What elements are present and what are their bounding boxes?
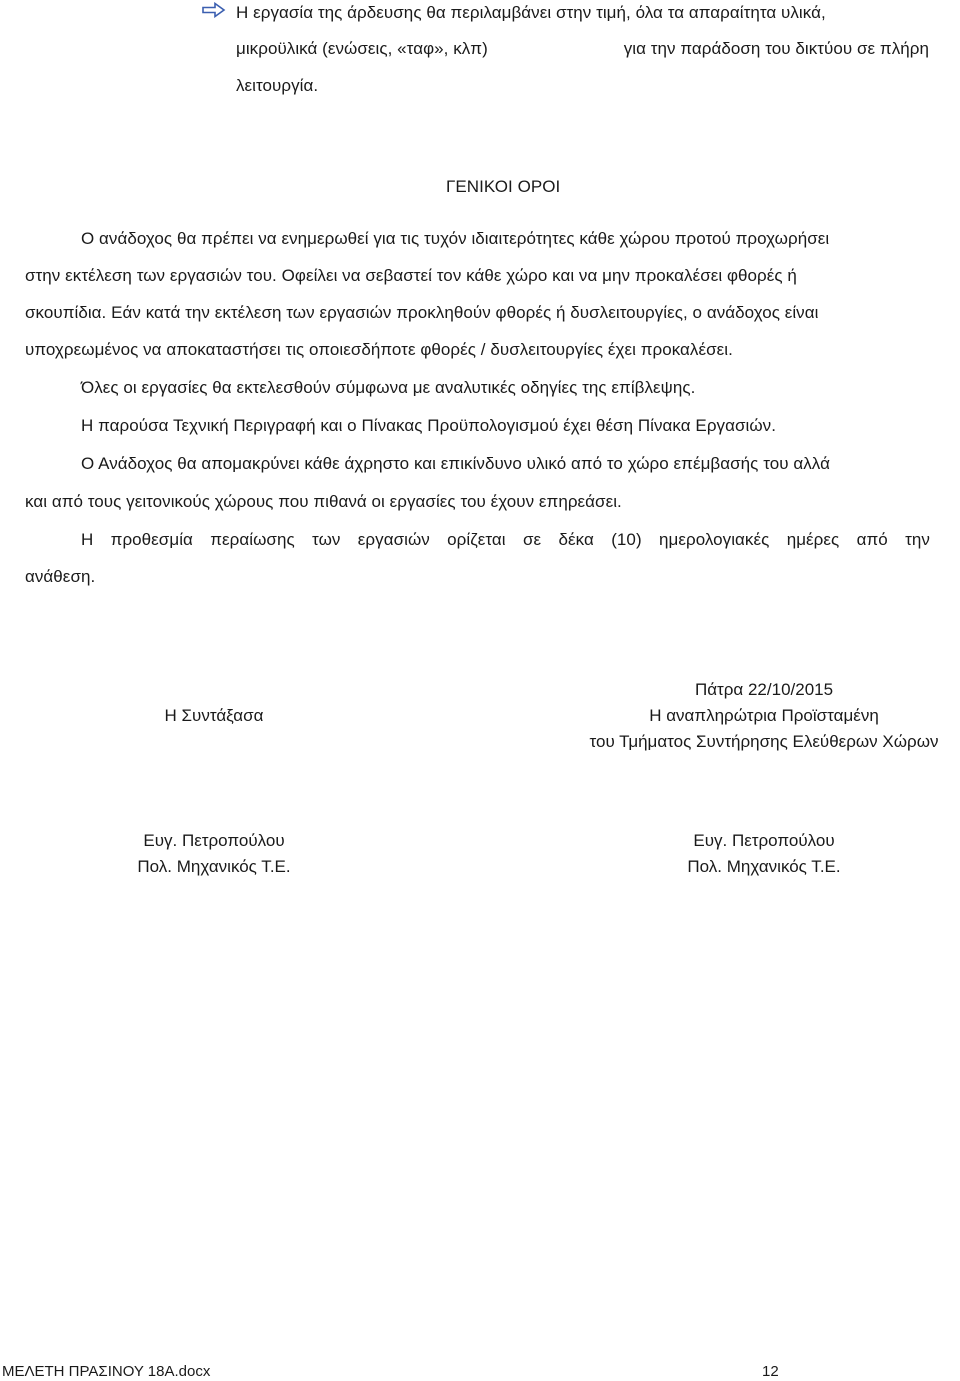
paragraph-5-line-2: ανάθεση.	[25, 567, 96, 586]
paragraph-1-line-3	[25, 303, 818, 323]
paragraph-5-word: περαίωσης	[210, 530, 295, 549]
paragraph-1-line-3-a: σκουπίδια.	[25, 303, 107, 322]
paragraph-5-word: σε	[522, 530, 542, 549]
right-signatory-role: Πολ. Μηχανικός Τ.Ε.	[687, 857, 841, 876]
left-signatory-role: Πολ. Μηχανικός Τ.Ε.	[137, 857, 291, 876]
paragraph-5-word: (10)	[611, 530, 642, 549]
right-signatory-title-2: του Τμήματος Συντήρησης Ελεύθερων Χώρων	[589, 732, 939, 751]
arrow-right-bullet-icon	[201, 2, 227, 18]
bullet-line-3: λειτουργία.	[236, 76, 319, 95]
right-signatory-title-1: Η αναπληρώτρια Προϊσταμένη	[649, 706, 879, 725]
place-date: Πάτρα 22/10/2015	[694, 680, 834, 699]
paragraph-5-word: των	[312, 530, 341, 549]
footer-filename: ΜΕΛΕΤΗ ΠΡΑΣΙΝΟΥ 18Α.docx	[2, 1363, 211, 1380]
paragraph-5-word: ημερολογιακές	[659, 530, 770, 549]
paragraph-1-line-1: Ο ανάδοχος θα πρέπει να ενημερωθεί για τις τυχόν ιδιαιτερότητες κάθε χώρου προτού προχωρήσει	[81, 229, 830, 248]
bullet-line-2-right: για την παράδοση του δικτύου σε πλήρη	[623, 39, 929, 58]
paragraph-5-word: ορίζεται	[447, 530, 506, 549]
paragraph-5-word: εργασιών	[357, 530, 430, 549]
paragraph-2: Όλες οι εργασίες θα εκτελεσθούν σύμφωνα με αναλυτικές οδηγίες της επίβλεψης.	[81, 378, 696, 397]
paragraph-5-word: προθεσμία	[110, 530, 193, 549]
footer-page-number: 12	[762, 1363, 779, 1380]
paragraph-1-line-3-b: Εάν κατά την εκτέλεση των εργασιών προκληθούν φθορές ή δυσλειτουργίες, ο ανάδοχος είναι	[111, 303, 819, 322]
paragraph-4-line-1: Ο Ανάδοχος θα απομακρύνει κάθε άχρηστο και επικίνδυνο υλικό από το χώρο επέμβασής του αλλά	[81, 454, 830, 473]
paragraph-5-word: ημέρες	[786, 530, 840, 549]
right-signatory-name: Ευγ. Πετροπούλου	[693, 831, 835, 850]
bullet-line-1: Η εργασία της άρδευσης θα περιλαμβάνει στην τιμή, όλα τα απαραίτητα υλικά,	[236, 3, 826, 22]
paragraph-5-line-1	[81, 530, 930, 550]
paragraph-1-line-2: στην εκτέλεση των εργασιών του. Οφείλει να σεβαστεί τον κάθε χώρο και να μην προκαλέσει φθορές ή	[25, 266, 797, 285]
bullet-line-2-left: μικροϋλικά (ενώσεις, «ταφ», κλπ)	[236, 39, 488, 58]
paragraph-3: Η παρούσα Τεχνική Περιγραφή και ο Πίνακας Προϋπολογισμού έχει θέση Πίνακα Εργασιών.	[81, 416, 776, 435]
left-signatory-name: Ευγ. Πετροπούλου	[143, 831, 285, 850]
bullet-line-2	[236, 39, 929, 59]
paragraph-1-line-4: υποχρεωμένος να αποκαταστήσει τις οποιεσδήποτε φθορές / δυσλειτουργίες έχει προκαλέσει.	[25, 340, 733, 359]
paragraph-5-word: από	[856, 530, 888, 549]
left-signatory-title: Η Συντάξασα	[164, 706, 264, 725]
paragraph-5-word: δέκα	[558, 530, 594, 549]
paragraph-5-word: την	[905, 530, 930, 549]
paragraph-4-line-2: και από τους γειτονικούς χώρους που πιθανά οι εργασίες του έχουν επηρεάσει.	[25, 492, 622, 511]
paragraph-5-word: Η	[81, 530, 94, 549]
section-heading: ΓΕΝΙΚΟΙ ΟΡΟΙ	[446, 177, 561, 196]
